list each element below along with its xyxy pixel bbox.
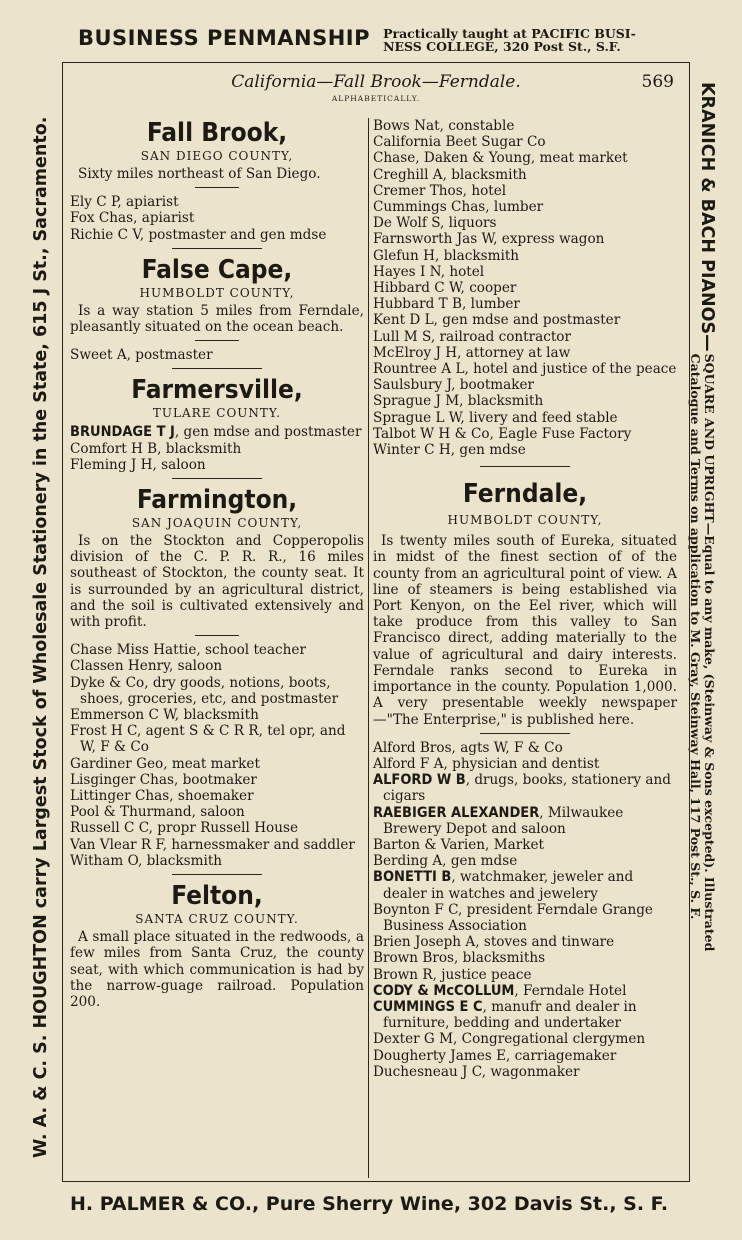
list-item: CUMMINGS E C, manufr and dealer in furniture, bedding and undertaker [373,998,637,1032]
list-item: Frost H C, agent S & C R R, tel opr, and W, F & Co [70,723,346,756]
town-description: Is a way station 5 miles from Ferndale, pleasantly situated on the ocean beach. [70,302,364,336]
right-column [373,118,677,1080]
list-item: Saulsbury J, bootmaker [373,377,535,394]
page-subtitle: ALPHABETICALLY. [331,94,421,103]
list-item: Brien Joseph A, stoves and tinware [373,934,615,951]
list-item: BRUNDAGE T J, gen mdse and postmaster [70,424,362,441]
town-description: A small place situated in the redwoods, a few miles from Santa Cruz, the county seat, with which communication is had by the narrow-guage railroad. Population 200. [70,929,364,1010]
divider [172,874,262,875]
page-number: 569 [641,72,674,92]
list-item: RAEBIGER ALEXANDER, Milwaukee Brewery Depot and saloon [373,804,624,837]
divider [480,733,570,734]
list-item: De Wolf S, liquors [373,215,497,232]
page-title: California—Fall Brook—Ferndale. [231,72,521,92]
list-item: Lisginger Chas, bootmaker [70,771,257,788]
list-item: Classen Henry, saloon [70,658,223,675]
list-item: Richie C V, postmaster and gen mdse [70,226,327,243]
divider [172,248,262,249]
list-item: Alford F A, physician and dentist [373,755,600,772]
section-felton [70,881,364,1010]
list-item: Sprague L W, livery and feed stable [373,409,618,426]
list-item: Hayes I N, hotel [373,263,485,280]
bottom-advertisement: H. PALMER & CO., Pure Sherry Wine, 302 Davis St., S. F. [70,1193,669,1215]
county-name: TULARE COUNTY. [152,406,282,421]
county-name: SAN DIEGO COUNTY, [140,149,294,163]
town-name: Fall Brook, [146,118,288,148]
list-item: Brown Bros, blacksmiths [373,950,546,967]
list-item: Fox Chas, apiarist [70,210,195,227]
section-farmington [70,485,364,875]
list-item: Emmerson C W, blacksmith [70,707,259,724]
town-description: Is twenty miles south of Eureka, situated in midst of the finest section of of the county from an agricultural point of view. A line of steamers is being established via Port Kenyon, on the Eel river, which will take produce from this valley to San Francisco direct, adding materially to the value of agricultural and dairy interests. Ferndale ranks second to Eureka in importance in the county. Population 1,000. A very presentable weekly newspaper—"The Enterprise," is published here. [373,533,677,728]
list-item: Lull M S, railroad contractor [373,328,571,345]
list-item: Cremer Thos, hotel [373,182,507,199]
section-farmersville [70,375,364,479]
town-name: Farmington, [136,485,298,516]
list-item: Witham O, blacksmith [70,852,223,869]
ad-detail: SQUARE AND UPRIGHT—Equal to any make, (Steinway & Sons excepted). Illustrated Catalogue and Terms on application to M. Gray, Steinway Hall, 117 Post St., S. F. [688,353,717,952]
list-item: Gardiner Geo, meat market [70,755,260,772]
section-false-cape [70,255,364,370]
list-item: Ely C P, apiarist [70,194,179,211]
list-item: Hubbard T B, lumber [373,296,520,313]
town-name: Ferndale, [462,479,588,510]
list-item: Russell C C, propr Russell House [70,820,299,837]
town-description: Sixty miles northeast of San Diego. [78,166,321,182]
section-fall-brook [70,118,364,249]
town-name: False Cape, [141,254,293,285]
divider [195,635,239,636]
list-item: Comfort H B, blacksmith [70,440,242,457]
list-item: Van Vlear R F, harnessmaker and saddler [70,836,355,853]
top-advertisement [78,22,688,62]
list-item: Dyke & Co, dry goods, notions, boots, shoes, groceries, etc, and postmaster [70,674,339,707]
list-item: Dougherty James E, carriagemaker [373,1047,617,1064]
list-item: Boynton F C, president Ferndale Grange Business Association [373,901,653,934]
right-margin-advertisement [686,82,716,1162]
list-item: McElroy J H, attorney at law [373,344,571,361]
ad-detail: Practically taught at PACIFIC BUSI- NESS COLLEGE, 320 Post St., S.F. [383,26,636,54]
ad-headline: KRANICH & BACH PIANOS— [697,82,717,352]
left-margin-advertisement: W. A. & C. S. HOUGHTON carry Largest Stock of Wholesale Stationery in the State, 615 J St., Sacramento. [31,116,51,1158]
section-fall-brook-continued [373,118,677,467]
list-item: Dexter G M, Congregational clergymen [373,1031,646,1048]
county-name: SANTA CRUZ COUNTY. [135,912,299,927]
town-name: Farmersville, [131,375,303,406]
list-item: Sprague J M, blacksmith [373,393,544,410]
list-item: Glefun H, blacksmith [373,247,520,264]
column-divider [368,118,369,1178]
list-item: Bows Nat, constable [373,118,515,134]
list-item: Winter C H, gen mdse [373,442,526,459]
list-item: Berding A, gen mdse [373,853,518,870]
list-item: California Beet Sugar Co [373,134,546,151]
county-name: SAN JOAQUIN COUNTY, [131,516,303,531]
list-item: Alford Bros, agts W, F & Co [373,739,563,756]
divider [195,187,239,188]
list-item: Chase Miss Hattie, school teacher [70,642,306,659]
town-description: Is on the Stockton and Copperopolis division of the C. P. R. R., 16 miles southeast of Stockton, the county seat. It is surrounded by an agricultural district, and the soil is cultivated extensively and with profit. [70,533,364,631]
town-name: Felton, [171,881,263,912]
section-ferndale [373,479,677,1080]
ad-headline: BUSINESS PENMANSHIP [78,26,370,50]
county-name: HUMBOLDT COUNTY, [447,513,603,528]
divider [172,368,262,369]
list-item: Littinger Chas, shoemaker [70,788,254,805]
divider [172,478,262,479]
list-item: Brown R, justice peace [373,966,532,983]
divider [195,340,239,341]
list-item: Rountree A L, hotel and justice of the peace [373,361,677,378]
list-item: Barton & Varien, Market [373,836,544,853]
list-item: Hibbard C W, cooper [373,280,517,297]
list-item: Cummings Chas, lumber [373,199,544,216]
list-item: CODY & McCOLLUM, Ferndale Hotel [373,982,627,999]
list-item: Fleming J H, saloon [70,456,206,473]
list-item: Kent D L, gen mdse and postmaster [373,312,621,329]
divider [480,466,570,467]
running-head [64,70,688,106]
list-item: Chase, Daken & Young, meat market [373,150,628,167]
left-column [70,118,364,1010]
list-item: Sweet A, postmaster [70,347,213,364]
list-item: ALFORD W B, drugs, books, stationery and cigars [373,772,671,805]
list-item: Creghill A, blacksmith [373,166,527,183]
list-item: BONETTI B, watchmaker, jeweler and dealer in watches and jewelery [373,869,634,902]
list-item: Duchesneau J C, wagonmaker [373,1063,580,1080]
list-item: Talbot W H & Co, Eagle Fuse Factory [373,425,632,442]
list-item: Farnsworth Jas W, express wagon [373,231,605,248]
list-item: Pool & Thurmand, saloon [70,804,245,821]
county-name: HUMBOLDT COUNTY, [139,285,295,300]
